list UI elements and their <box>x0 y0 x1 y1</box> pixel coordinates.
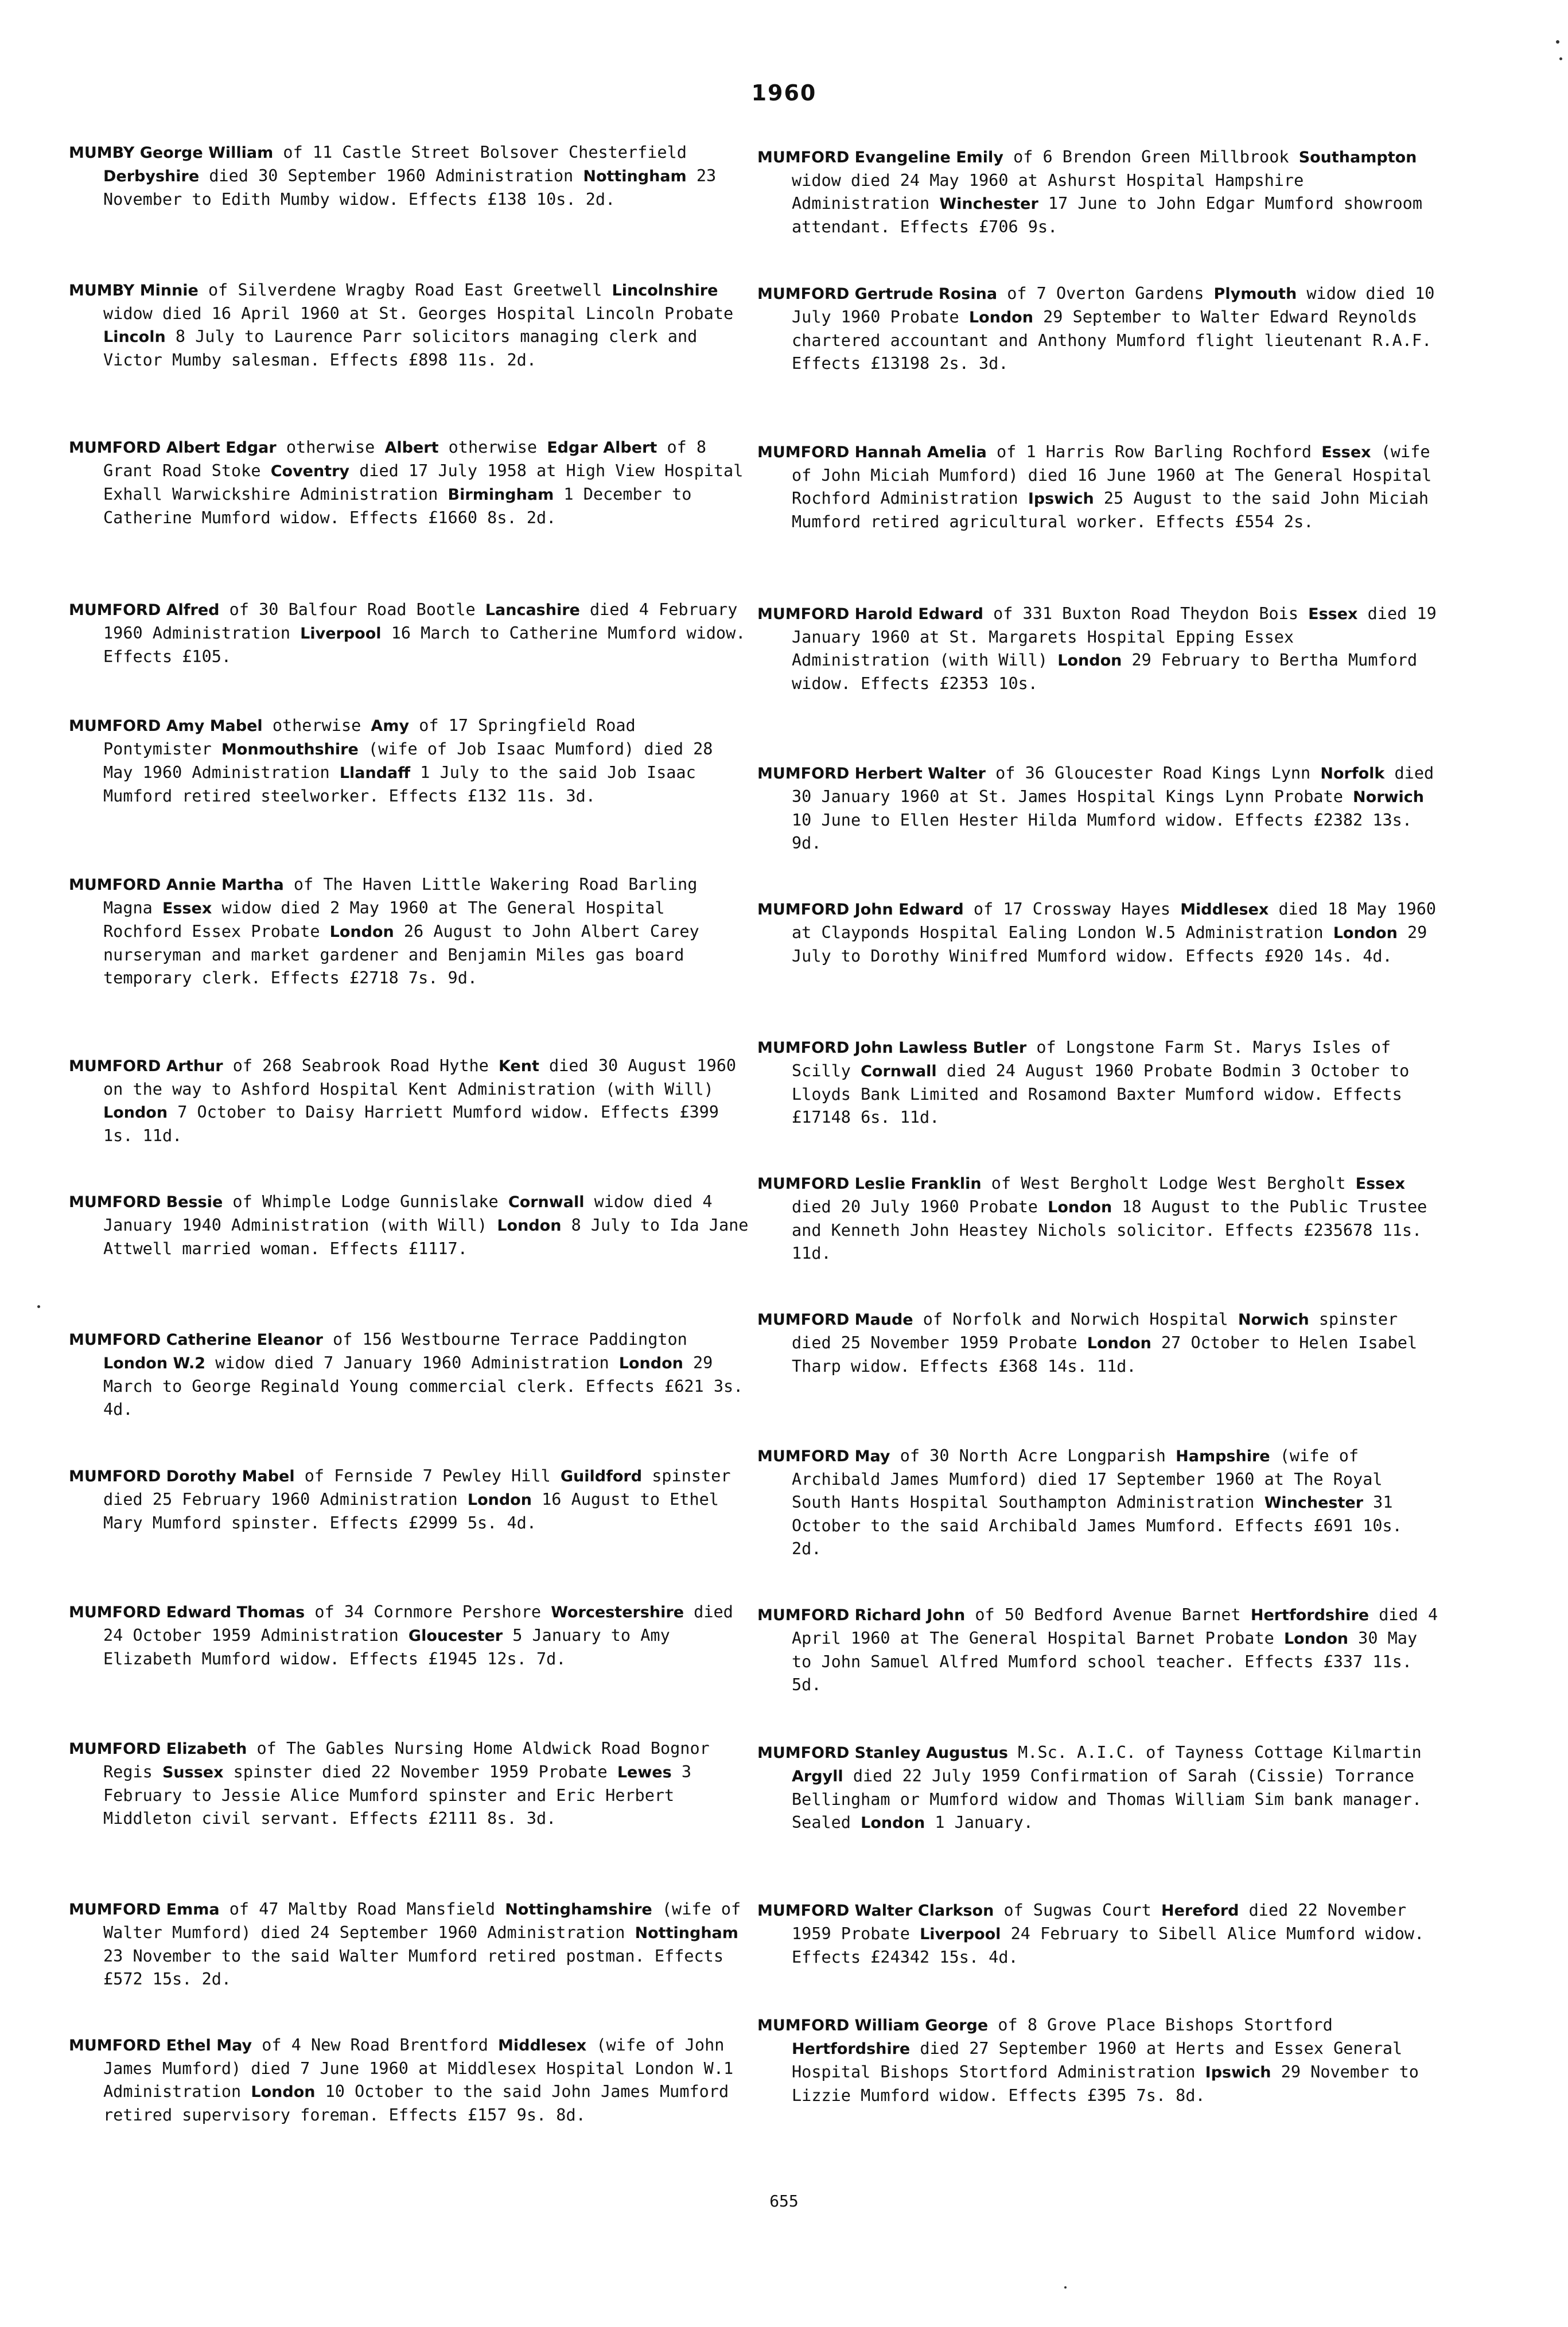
page-number: 655 <box>769 2192 799 2211</box>
entry-text: 29 July to Dorothy Winifred Mumford widow. Effects £920 14s. 4d. <box>792 923 1427 966</box>
probate-entry <box>69 279 752 372</box>
scan-speck <box>37 1305 40 1308</box>
probate-entry <box>69 1054 752 1147</box>
entry-text: died 24 August 1960 Probate Bodmin 3 October to Lloyds Bank Limited and Rosamond Baxter Mumford widow. Effects £17148 6s. 11d. <box>792 1061 1410 1127</box>
entry-place: Amy <box>371 717 410 735</box>
entry-name: MUMFORD John Lawless Butler <box>757 1039 1027 1057</box>
entry-name: MUMFORD Walter Clarkson <box>757 1902 994 1920</box>
entry-text: 29 November to Lizzie Mumford widow. Effects £395 7s. 8d. <box>792 2063 1419 2105</box>
entry-text: 24 February to Sibell Alice Mumford widow. Effects £24342 15s. 4d. <box>792 1924 1425 1967</box>
entry-place: Essex <box>1321 443 1371 461</box>
entry-place: Norwich <box>1238 1311 1309 1329</box>
entry-place: Winchester <box>1264 1494 1364 1512</box>
entry-text: of 156 Westbourne Terrace Paddington <box>322 1330 687 1349</box>
entry-place: London <box>861 1814 925 1832</box>
entry-name: MUMFORD May <box>757 1447 890 1465</box>
entry-text: 29 March to George Reginald Young commercial clerk. Effects £621 3s. 4d. <box>103 1353 744 1419</box>
entry-place: Winchester <box>939 195 1038 213</box>
entry-place: Liverpool <box>920 1925 1001 1943</box>
probate-entry <box>757 282 1440 375</box>
entry-text: died 20 July 1960 Probate <box>792 1197 1048 1216</box>
entry-text: spinster died 22 November 1959 Probate <box>223 1762 617 1781</box>
entry-name: MUMFORD Edward Thomas <box>69 1604 305 1621</box>
probate-entry <box>757 2014 1440 2107</box>
entry-text: widow died 10 July 1960 Probate <box>792 284 1435 326</box>
entry-place: London <box>497 1217 562 1235</box>
entry-place: Lewes <box>617 1764 672 1781</box>
entry-place: Nottingham <box>583 168 687 185</box>
entry-text: 8 July to Ida Jane Attwell married woman. Effects £1117. <box>103 1216 749 1258</box>
entry-text: 16 March to Catherine Mumford widow. Effects £105. <box>103 624 746 666</box>
probate-entry <box>757 1036 1440 1129</box>
entry-text: died 4 April 1960 at The General Hospital Barnet Probate <box>792 1605 1438 1648</box>
scan-speck <box>1064 2286 1067 2289</box>
probate-entry <box>757 898 1440 968</box>
entry-text: of The Gables Nursing Home Aldwick Road Bognor Regis <box>103 1739 710 1781</box>
entry-text: spinster died 25 November 1959 Probate <box>792 1310 1398 1352</box>
entry-place: Cornwall <box>861 1063 937 1080</box>
entry-text: (wife of Archibald James Mumford) died 17 September 1960 at The Royal South Hants Hospital Southampton Administration <box>792 1446 1383 1512</box>
entry-name: MUMFORD Albert Edgar <box>69 439 277 457</box>
entry-text: of 331 Buxton Road Theydon Bois <box>983 604 1309 623</box>
probate-entry <box>69 2034 752 2127</box>
entry-text: widow died 16 April 1960 at St. Georges Hospital Lincoln Probate <box>103 304 734 323</box>
entry-text: of 1 Harris Row Barling Rochford <box>986 442 1322 461</box>
entry-text: widow died 4 January 1940 Administration (with Will) <box>103 1192 713 1235</box>
entry-text: 3 February to Jessie Alice Mumford spinster and Eric Herbert Middleton civil servant. Effects £2111 8s. 3d. <box>103 1762 692 1828</box>
entry-text: 23 November to the said Walter Mumford retired postman. Effects £572 15s. 2d. <box>103 1947 723 1989</box>
entry-place: Worcestershire <box>551 1604 684 1621</box>
entry-place: Liverpool <box>300 625 382 643</box>
probate-entry <box>69 1190 752 1260</box>
entry-place: Edgar Albert <box>547 439 657 457</box>
entry-text: died 22 November 1959 Probate <box>792 1901 1407 1943</box>
entry-text: 1 December to Catherine Mumford widow. Effects £1660 8s. 2d. <box>103 485 692 527</box>
entry-place: Essex <box>1355 1175 1405 1193</box>
entry-text: 25 August to the said John Miciah Mumford retired agricultural worker. Effects £554 2s. <box>792 489 1429 531</box>
entry-name: MUMFORD Emma <box>69 1901 220 1919</box>
entry-text: of Sugwas Court <box>994 1901 1161 1920</box>
entry-place: Essex <box>162 900 212 917</box>
entry-place: London <box>1283 1630 1349 1648</box>
probate-entry <box>69 1465 752 1535</box>
probate-entry <box>757 1741 1440 1835</box>
entry-text: of 17 Crossway Hayes <box>963 900 1181 919</box>
entry-name: MUMFORD Catherine Eleanor <box>69 1331 323 1349</box>
entry-text: of 8 Grove Place Bishops Stortford <box>988 2015 1333 2034</box>
entry-text: of Fernside 7 Pewley Hill <box>294 1466 561 1485</box>
entry-place: Guildford <box>560 1468 643 1485</box>
entry-place: London <box>251 2083 316 2101</box>
entry-place: Hertfordshire <box>792 2040 911 2058</box>
entry-text: of 17 Springfield Road Pontymister <box>103 716 636 758</box>
probate-entry <box>757 1308 1440 1378</box>
entry-text: died 30 January 1960 at St. James Hospital Kings Lynn Probate <box>792 764 1434 806</box>
entry-place: Hertfordshire <box>1250 1606 1369 1624</box>
entry-text: 31 October to the said Archibald James Mumford. Effects £691 10s. 2d. <box>792 1493 1402 1558</box>
entry-text: of The Haven Little Wakering Road Barling Magna <box>103 875 698 917</box>
entry-place: Kent <box>498 1057 539 1075</box>
probate-entry <box>69 436 752 530</box>
entry-text: widow died 2 May 1960 at The General Hospital Rochford Essex Probate <box>103 898 665 941</box>
entry-name: MUMFORD Bessie <box>69 1193 223 1211</box>
entry-place: Monmouthshire <box>221 741 359 758</box>
entry-name: MUMFORD Hannah Amelia <box>757 443 987 461</box>
entry-place: Cornwall <box>508 1193 585 1211</box>
entry-text: of 268 Seabrook Road Hythe <box>223 1056 499 1075</box>
probate-entry <box>69 141 752 211</box>
entry-place: Southampton <box>1298 149 1417 166</box>
entry-text: of West Bergholt Lodge West Bergholt <box>981 1174 1356 1193</box>
entry-place: Ipswich <box>1205 2064 1271 2081</box>
entry-place: London <box>1048 1198 1112 1216</box>
entry-name: MUMFORD Gertrude Rosina <box>757 285 998 303</box>
entry-text: 1 January. <box>925 1813 1033 1832</box>
entry-place: Llandaff <box>339 764 411 782</box>
entry-text: of Longstone Farm St. Marys Isles of Scilly <box>792 1038 1391 1080</box>
entry-place: Birmingham <box>448 486 554 504</box>
entry-text: otherwise <box>262 716 371 735</box>
entry-place: Hampshire <box>1176 1447 1270 1465</box>
entry-name: MUMFORD Annie Martha <box>69 876 284 894</box>
entry-text: (wife of Job Isaac Mumford) died 28 May 1960 Administration <box>103 740 713 782</box>
entry-place: Gloucester <box>408 1627 503 1645</box>
probate-entry <box>757 762 1440 855</box>
page-year-heading: 1960 <box>751 80 817 106</box>
probate-entry <box>757 441 1440 534</box>
entry-place: Nottingham <box>635 1924 738 1942</box>
entry-place: Sussex <box>162 1764 224 1781</box>
entry-text: of 8 Grant Road Stoke <box>103 438 707 480</box>
probate-entry <box>69 714 752 808</box>
entry-name: MUMFORD Evangeline Emily <box>757 149 1003 166</box>
entry-text: of 30 Balfour Road Bootle <box>219 600 485 619</box>
entry-text: of 50 Bedford Avenue Barnet <box>965 1605 1251 1624</box>
entry-text: M.Sc. A.I.C. of Tayness Cottage Kilmartin <box>1007 1743 1422 1762</box>
entry-name: MUMFORD Richard John <box>757 1606 966 1624</box>
entry-place: Norfolk <box>1320 765 1385 783</box>
entry-text: died 22 July 1959 Confirmation of Sarah (Cissie) Torrance Bellingham or Mumford widow and Thomas William Sim bank manager. Sealed <box>792 1766 1422 1832</box>
entry-text: widow died 24 May 1960 at Ashurst Hospital Hampshire Administration <box>792 171 1304 213</box>
entry-place: London <box>467 1491 532 1509</box>
entry-text: 26 August to John Albert Carey nurseryman and market gardener and Benjamin Miles gas board temporary clerk. Effects £2718 7s. 9d. <box>103 922 699 987</box>
entry-place: London <box>1333 924 1398 942</box>
entry-text: of 4 New Road Brentford <box>252 2036 499 2054</box>
probate-entry <box>757 1445 1440 1561</box>
entry-place: Ipswich <box>1028 490 1094 508</box>
entry-text: 8 July to Laurence Parr solicitors managing clerk and Victor Mumby salesman. Effects £898 11s. 2d. <box>103 327 698 369</box>
entry-text: 10 June to Ellen Hester Hilda Mumford widow. Effects £2382 13s. 9d. <box>792 811 1412 853</box>
entry-name: MUMFORD Maude <box>757 1311 913 1329</box>
entry-name: MUMBY George William <box>69 144 274 162</box>
entry-text: died 24 October 1959 Administration <box>103 1602 733 1645</box>
entry-text: of 7 Overton Gardens <box>997 284 1214 303</box>
entry-name: MUMFORD Alfred <box>69 601 220 619</box>
probate-entry <box>69 1898 752 1991</box>
entry-place: Norwich <box>1353 788 1424 806</box>
probate-entry <box>757 1604 1440 1696</box>
entry-place: Middlesex <box>498 2037 587 2054</box>
entry-name: MUMFORD Amy Mabel <box>69 717 263 735</box>
entry-place: London <box>103 1104 168 1122</box>
entry-text: widow died 7 January 1960 Administration <box>205 1353 619 1372</box>
entry-text: (wife of John Miciah Mumford) died 16 June 1960 at The General Hospital Rochford Administration <box>792 442 1432 508</box>
entry-text: died 17 July 1958 at High View Hospital Exhall Warwickshire Administration <box>103 461 744 504</box>
entry-text: 27 October to Helen Isabel Tharp widow. Effects £368 14s. 11d. <box>792 1333 1418 1376</box>
entry-place: Nottinghamshire <box>505 1901 652 1919</box>
probate-entry <box>69 1328 752 1421</box>
scan-speck <box>1559 57 1562 60</box>
probate-entry <box>69 1601 752 1671</box>
entry-text: of 34 Cornmore Pershore <box>305 1602 551 1621</box>
entry-text: of 47 Maltby Road Mansfield <box>219 1900 505 1919</box>
entry-text: of Silverdene Wragby Road East Greetwell <box>198 281 612 299</box>
entry-text: 18 August to the Public Trustee and Kenneth John Heastey Nichols solicitor. Effects £235678 11s. 11d. <box>792 1197 1427 1263</box>
entry-place: Essex <box>1308 605 1358 623</box>
entry-text: died 4 February 1960 Administration <box>103 600 738 643</box>
entry-name: MUMFORD Harold Edward <box>757 605 983 623</box>
entry-text: 5 January to Amy Elizabeth Mumford widow. Effects £1945 12s. 7d. <box>103 1626 670 1668</box>
entry-text: died 27 September 1960 at Herts and Essex General Hospital Bishops Stortford Administration <box>792 2039 1403 2081</box>
probate-entry <box>69 1737 752 1830</box>
probate-entry <box>757 602 1440 695</box>
entry-text: spinster died 25 February 1960 Administration <box>103 1466 731 1509</box>
entry-text: died 19 January 1960 at St. Margarets Hospital Epping Essex Administration (with Will) <box>792 604 1437 670</box>
entry-place: London <box>968 309 1033 326</box>
entry-text: otherwise <box>276 438 385 457</box>
entry-text: of 6 Brendon Green Millbrook <box>1003 147 1299 166</box>
entry-place: Lincolnshire <box>612 282 718 299</box>
entry-name: MUMFORD Ethel May <box>69 2037 252 2054</box>
entry-text: 29 February to Bertha Mumford widow. Effects £2353 10s. <box>792 651 1418 693</box>
entry-name: MUMFORD Arthur <box>69 1057 223 1075</box>
entry-name: MUMFORD Leslie Franklin <box>757 1175 982 1193</box>
entry-text: 30 May to John Samuel Alfred Mumford school teacher. Effects £337 11s. 5d. <box>792 1629 1418 1694</box>
entry-place: London <box>618 1355 683 1372</box>
entry-place: Lancashire <box>485 601 580 619</box>
entry-name: MUMFORD Herbert Walter <box>757 765 986 783</box>
entry-place: Plymouth <box>1213 285 1297 303</box>
entry-place: Coventry <box>270 462 350 480</box>
entry-text: of 11 Castle Street Bolsover Chesterfield <box>273 143 687 162</box>
entry-place: London <box>1057 652 1122 670</box>
entry-text: of Whimple Lodge Gunnislake <box>223 1192 508 1211</box>
entry-name: MUMFORD William George <box>757 2017 989 2034</box>
entry-name: MUMFORD John Edward <box>757 901 964 919</box>
entry-text: 1 July to the said Job Isaac Mumford retired steelworker. Effects £132 11s. 3d. <box>103 763 696 806</box>
entry-name: MUMFORD Stanley Augustus <box>757 1744 1008 1762</box>
entry-text: of Norfolk and Norwich Hospital <box>913 1310 1238 1329</box>
probate-entry <box>69 598 752 668</box>
entry-text: of 36 Gloucester Road Kings Lynn <box>985 764 1321 783</box>
entry-name: MUMBY Minnie <box>69 282 199 299</box>
probate-entry <box>69 873 752 990</box>
entry-text: 17 June to John Edgar Mumford showroom attendant. Effects £706 9s. <box>792 194 1422 236</box>
entry-place: Albert <box>384 439 439 457</box>
entry-place: London W.2 <box>103 1355 206 1372</box>
entry-text: (wife of Walter Mumford) died 24 September 1960 Administration <box>103 1900 741 1942</box>
entry-text: (wife of John James Mumford) died 7 June 1960 at Middlesex Hospital London W.1 Administration <box>103 2036 734 2101</box>
entry-text: died 30 September 1960 Administration <box>199 166 583 185</box>
probate-entry <box>757 1899 1440 1969</box>
entry-place: Argyll <box>792 1768 843 1785</box>
entry-name: MUMFORD Elizabeth <box>69 1740 247 1758</box>
entry-text: of 30 North Acre Longparish <box>890 1446 1176 1465</box>
entry-place: London <box>1087 1334 1151 1352</box>
entry-place: Lincoln <box>103 328 166 346</box>
entry-name: MUMFORD Dorothy Mabel <box>69 1468 295 1485</box>
probate-entry <box>757 146 1440 239</box>
entry-text: died 18 May 1960 at Clayponds Hospital Ealing London W.5 Administration <box>792 900 1437 942</box>
entry-text: 29 September to Walter Edward Reynolds chartered accountant and Anthony Mumford flight lieutenant R.A.F. Effects £13198 2s. 3d. <box>792 308 1432 373</box>
entry-text: 7 October to Daisy Harriett Mumford widow. Effects £399 1s. 11d. <box>103 1103 719 1145</box>
scan-speck <box>1556 40 1559 44</box>
entry-text: otherwise <box>438 438 547 457</box>
entry-text: 23 November to Edith Mumby widow. Effects £138 10s. 2d. <box>103 166 717 209</box>
probate-entry <box>757 1172 1440 1265</box>
entry-text: 16 August to Ethel Mary Mumford spinster. Effects £2999 5s. 4d. <box>103 1490 719 1532</box>
entry-place: Hereford <box>1161 1902 1239 1920</box>
entry-text: 10 October to the said John James Mumford retired supervisory foreman. Effects £157 9s. 8d. <box>103 2082 729 2124</box>
entry-place: Middlesex <box>1180 901 1269 919</box>
entry-text: died 30 August 1960 on the way to Ashford Hospital Kent Administration (with Will) <box>103 1056 737 1099</box>
entry-place: Derbyshire <box>103 168 200 185</box>
entry-place: London <box>329 923 394 941</box>
